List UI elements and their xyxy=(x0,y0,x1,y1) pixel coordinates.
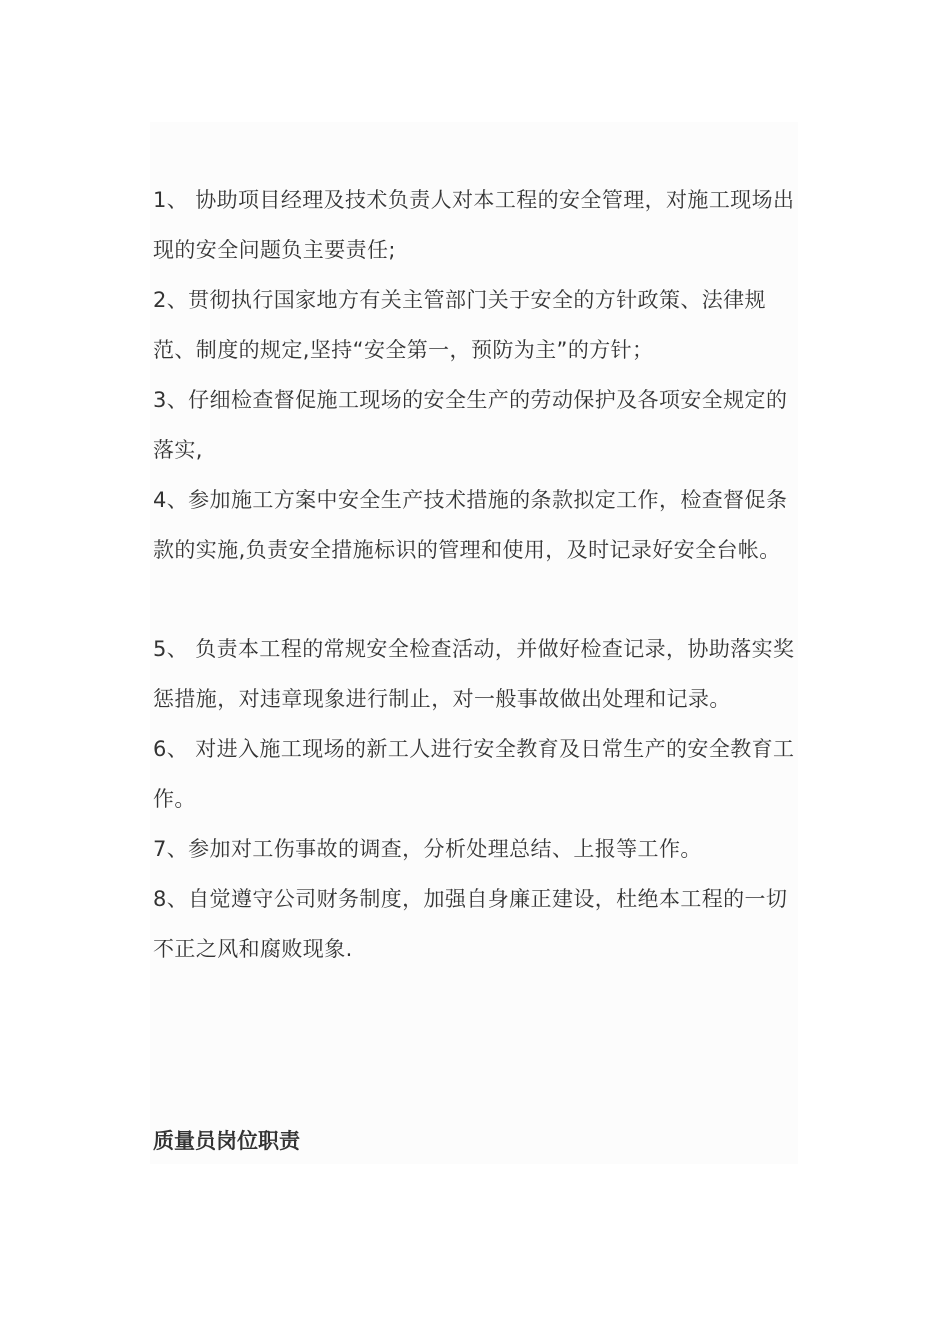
duty-item-7: 7、参加对工伤事故的调查，分析处理总结、上报等工作。 xyxy=(153,837,702,861)
section-heading: 质量员岗位职责 xyxy=(153,1129,300,1153)
duty-item-8: 8、自觉遵守公司财务制度，加强自身廉正建设，杜绝本工程的一切不正之风和腐败现象. xyxy=(153,887,788,961)
duty-item-3: 3、仔细检查督促施工现场的安全生产的劳动保护及各项安全规定的落实, xyxy=(153,388,788,462)
duty-item-2: 2、贯彻执行国家地方有关主管部门关于安全的方针政策、法律规范、制度的规定,坚持“安全第一，预防为主”的方针； xyxy=(153,288,766,362)
duty-item-4: 4、参加施工方案中安全生产技术措施的条款拟定工作，检查督促条款的实施,负责安全措施标识的管理和使用，及时记录好安全台帐。 xyxy=(153,488,788,562)
duty-item-5: 5、 负责本工程的常规安全检查活动，并做好检查记录，协助落实奖惩措施，对违章现象进行制止，对一般事故做出处理和记录。 xyxy=(153,637,795,711)
duty-item-6: 6、 对进入施工现场的新工人进行安全教育及日常生产的安全教育工作。 xyxy=(153,737,795,811)
duty-item-1: 1、 协助项目经理及技术负责人对本工程的安全管理，对施工现场出现的安全问题负主要责任; xyxy=(153,188,795,262)
